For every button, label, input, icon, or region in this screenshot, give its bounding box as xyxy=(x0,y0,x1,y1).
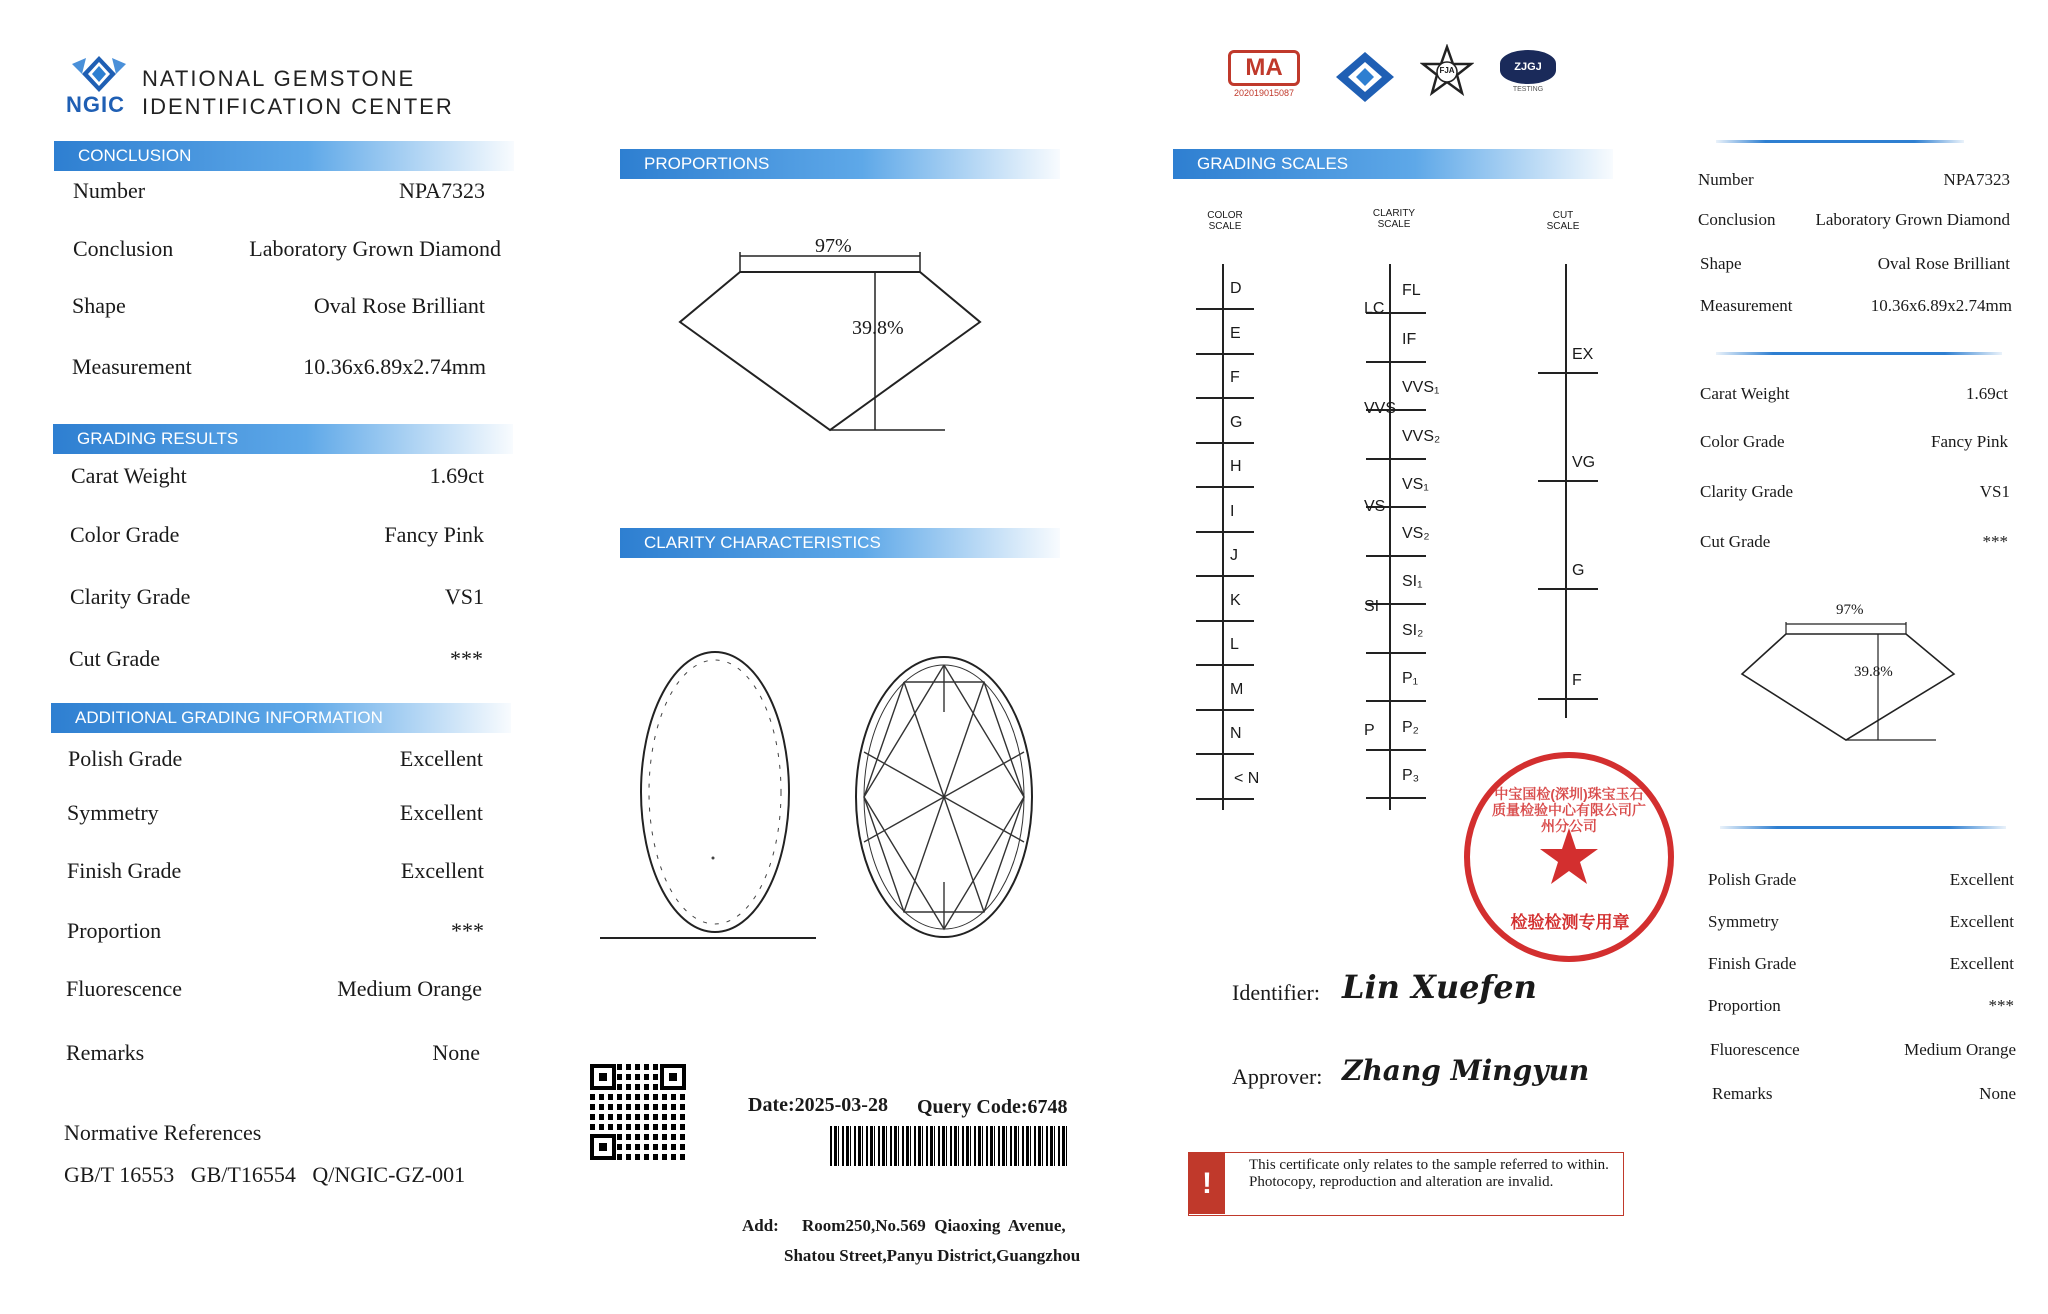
approver-signature: Zhang Mingyun xyxy=(1342,1054,1590,1087)
symmetry-row xyxy=(67,800,483,826)
normative-title: Normative References xyxy=(64,1120,262,1145)
color-scale-tick xyxy=(1196,664,1254,666)
identifier-signature: Lin Xuefen xyxy=(1342,968,1537,1006)
label: Cut Grade xyxy=(69,646,161,671)
color-scale-tick xyxy=(1196,753,1254,755)
value: Excellent xyxy=(399,800,483,825)
clarity-plot-facet-view xyxy=(852,652,1036,942)
line1: COLOR xyxy=(1207,210,1243,221)
clarity-scale-tick xyxy=(1366,652,1426,654)
value: 1.69ct xyxy=(429,463,484,488)
value: None xyxy=(432,1040,480,1065)
label: Symmetry xyxy=(67,800,159,825)
label: Proportion xyxy=(1708,996,1781,1015)
ma-logo xyxy=(1228,50,1300,98)
value: Fancy Pink xyxy=(1931,432,2008,451)
color-scale-label: J xyxy=(1230,547,1238,564)
cut-scale-label: EX xyxy=(1572,346,1594,363)
label: Proportion xyxy=(67,918,162,943)
finish-grade-row xyxy=(67,858,484,884)
clarity-scale-group: VVS xyxy=(1364,400,1397,417)
label: Fluorescence xyxy=(1710,1040,1800,1059)
qr-code xyxy=(590,1064,686,1160)
address-label: Add: xyxy=(742,1216,779,1235)
summary-proportions-diagram xyxy=(1736,610,1966,750)
color-scale-label: I xyxy=(1230,502,1235,520)
color-scale-axis xyxy=(1222,264,1224,810)
org-name-line2: IDENTIFICATION CENTER xyxy=(142,94,454,119)
conclusion-number-row xyxy=(73,178,485,204)
depth-percent: 39.8% xyxy=(852,317,904,339)
seal-star-icon xyxy=(1538,826,1600,886)
label: Remarks xyxy=(1712,1084,1773,1103)
color-scale-label: G xyxy=(1230,413,1243,431)
value: Excellent xyxy=(400,858,484,883)
value: *** xyxy=(1988,996,2014,1015)
value: Laboratory Grown Diamond xyxy=(249,236,501,261)
color-scale-tick xyxy=(1196,442,1254,444)
org-name-line1: NATIONAL GEMSTONE xyxy=(142,66,416,91)
cut-scale-tick xyxy=(1538,480,1598,482)
label: Symmetry xyxy=(1708,912,1779,931)
cut-scale-tick xyxy=(1538,698,1598,700)
color-scale-label: M xyxy=(1230,680,1244,698)
color-grade-row xyxy=(70,522,484,548)
color-scale-tick xyxy=(1196,353,1254,355)
color-scale-label: H xyxy=(1230,458,1242,475)
value: NPA7323 xyxy=(1943,170,2010,189)
clarity-scale-grade: VS₂ xyxy=(1402,524,1430,542)
cut-grade-row xyxy=(69,646,483,672)
summary-shape-row xyxy=(1700,254,2010,274)
color-scale-tick xyxy=(1196,308,1254,310)
color-scale-tick xyxy=(1196,709,1254,711)
warning-box xyxy=(1188,1152,1624,1216)
clarity-scale-grade: P₂ xyxy=(1402,718,1419,736)
value: 1.69ct xyxy=(1965,384,2008,403)
summary-fluorescence-row xyxy=(1710,1040,2016,1060)
remarks-row xyxy=(66,1040,480,1066)
value: NPA7323 xyxy=(399,178,485,203)
cut-scale-label: G xyxy=(1572,562,1585,579)
clarity-scale-grade: VS₁ xyxy=(1402,476,1429,493)
label: Finish Grade xyxy=(1708,954,1797,973)
label: Clarity Grade xyxy=(70,584,191,609)
summary-divider-bottom xyxy=(1720,826,2006,829)
summary-carat-row xyxy=(1700,384,2008,404)
label: Carat Weight xyxy=(1700,384,1790,403)
zjgj-text: ZJGJ xyxy=(1500,50,1556,84)
clarity-grade-row xyxy=(70,584,484,610)
clarity-scale-axis xyxy=(1389,264,1391,810)
label: Number xyxy=(1698,170,1754,189)
clarity-scale-tick xyxy=(1366,700,1426,702)
polish-grade-row xyxy=(68,746,483,772)
color-scale-label: F xyxy=(1230,369,1240,386)
zjgj-logo xyxy=(1500,50,1556,93)
line2: SCALE xyxy=(1208,221,1242,232)
color-scale-label: < N xyxy=(1234,769,1260,787)
color-scale-tick xyxy=(1196,486,1254,488)
seal-ring-text: 中宝国检(深圳)珠宝玉石质量检验中心有限公司广州分公司 xyxy=(1492,786,1646,834)
value: Excellent xyxy=(399,746,483,771)
value: Laboratory Grown Diamond xyxy=(1815,210,2010,229)
warning-text: This certificate only relates to the sample referred to within. Photocopy, reproduction and alteration are invalid. xyxy=(1249,1157,1609,1190)
official-seal xyxy=(1464,752,1674,962)
ngic-logo-text: NGIC xyxy=(66,92,125,117)
ma-logo-text: MA xyxy=(1228,50,1300,86)
line1: CLARITY xyxy=(1372,208,1416,219)
normative-refs: GB/T 16553 GB/T16554 Q/NGIC-GZ-001 xyxy=(64,1162,466,1187)
value: 10.36x6.89x2.74mm xyxy=(303,354,486,379)
color-scale-label: N xyxy=(1230,725,1242,742)
label: Fluorescence xyxy=(66,976,183,1001)
value: *** xyxy=(1982,532,2008,551)
value: Oval Rose Brilliant xyxy=(1877,254,2010,273)
zjgj-sub: TESTING xyxy=(1512,86,1544,93)
summary-remarks-row xyxy=(1712,1084,2016,1104)
clarity-scale-grade: VVS₂ xyxy=(1402,427,1441,445)
line2: SCALE xyxy=(1546,221,1580,232)
color-scale-title xyxy=(1200,210,1250,232)
clarity-scale-tick xyxy=(1366,749,1426,751)
clarity-scale-grade: IF xyxy=(1402,330,1417,348)
warning-icon: ! xyxy=(1189,1153,1225,1214)
summary-number-row xyxy=(1698,170,2010,190)
additional-info-header: ADDITIONAL GRADING INFORMATION xyxy=(51,703,511,733)
conclusion-shape-row xyxy=(72,293,485,319)
cut-scale-label: F xyxy=(1572,672,1582,689)
table-percent: 97% xyxy=(815,235,852,257)
query-code: Query Code:6748 xyxy=(917,1096,1068,1118)
summary-polish-row xyxy=(1708,870,2014,890)
address-line1: Room250,No.569 Qiaoxing Avenue, xyxy=(802,1216,1066,1235)
approver-label: Approver: xyxy=(1232,1064,1323,1089)
label: Polish Grade xyxy=(68,746,183,771)
label: Clarity Grade xyxy=(1700,482,1793,501)
conclusion-header: CONCLUSION xyxy=(54,141,514,171)
color-scale-tick xyxy=(1196,620,1254,622)
grading-results-header: GRADING RESULTS xyxy=(53,424,513,454)
proportions-header: PROPORTIONS xyxy=(620,149,1060,179)
fja-text: FJA xyxy=(1439,66,1455,75)
value: Fancy Pink xyxy=(384,522,484,547)
line2: SCALE xyxy=(1377,219,1411,230)
value: None xyxy=(1979,1084,2016,1103)
clarity-scale-grade: VVS₁ xyxy=(1402,379,1440,396)
conclusion-measurement-row xyxy=(72,354,486,380)
cut-scale-title xyxy=(1538,210,1588,232)
value: Excellent xyxy=(1949,870,2014,889)
label: Color Grade xyxy=(70,522,180,547)
summary-clarity-row xyxy=(1700,482,2010,502)
grading-scales-header: GRADING SCALES xyxy=(1173,149,1613,179)
clarity-scale-group: LC xyxy=(1364,300,1385,317)
cut-scale-label: VG xyxy=(1572,454,1596,471)
clarity-scale-grade: P₁ xyxy=(1402,670,1419,687)
seal-bottom-text: 检验检测专用章 xyxy=(1510,913,1630,932)
color-scale-tick xyxy=(1196,798,1254,800)
value: VS1 xyxy=(444,584,484,609)
value: *** xyxy=(450,646,483,671)
value: Oval Rose Brilliant xyxy=(313,293,485,318)
value: Excellent xyxy=(1949,912,2014,931)
summary-finish-row xyxy=(1708,954,2014,974)
color-scale-label: D xyxy=(1230,280,1242,297)
label: Color Grade xyxy=(1700,432,1785,451)
proportion-row xyxy=(67,918,484,944)
clarity-scale-grade: FL xyxy=(1402,282,1421,299)
clarity-scale-tick xyxy=(1366,361,1426,363)
barcode xyxy=(830,1126,1070,1166)
conclusion-conclusion-row xyxy=(73,236,501,262)
proportions-diagram xyxy=(660,230,1000,440)
value: Medium Orange xyxy=(337,976,482,1001)
label: Polish Grade xyxy=(1708,870,1797,889)
label: Measurement xyxy=(72,354,192,379)
clarity-plot-top-view xyxy=(598,648,828,944)
summary-measurement-row xyxy=(1700,296,2012,316)
clarity-scale-grade: SI₁ xyxy=(1402,573,1423,590)
color-scale-label: K xyxy=(1230,591,1241,609)
clarity-scale-title xyxy=(1364,208,1424,230)
ngic-logo xyxy=(66,54,132,116)
summary-table-percent: 97% xyxy=(1836,602,1864,618)
cut-scale-axis xyxy=(1565,264,1567,718)
summary-divider-mid xyxy=(1716,352,2002,355)
ngic-diamond-icon xyxy=(66,54,132,96)
fja-logo xyxy=(1420,44,1474,98)
label: Finish Grade xyxy=(67,858,182,883)
summary-color-row xyxy=(1700,432,2008,452)
line1: CUT xyxy=(1552,210,1574,221)
color-scale-label: L xyxy=(1230,636,1239,653)
cut-scale-tick xyxy=(1538,588,1598,590)
value: 10.36x6.89x2.74mm xyxy=(1870,296,2012,315)
label: Conclusion xyxy=(1698,210,1776,229)
value: VS1 xyxy=(1979,482,2010,501)
clarity-scale-tick xyxy=(1366,458,1426,460)
label: Shape xyxy=(72,293,126,318)
fluorescence-row xyxy=(66,976,482,1002)
summary-proportion-row xyxy=(1708,996,2014,1016)
label: Cut Grade xyxy=(1700,532,1771,551)
clarity-characteristics-header: CLARITY CHARACTERISTICS xyxy=(620,528,1060,558)
clarity-scale-tick xyxy=(1366,797,1426,799)
label: Remarks xyxy=(66,1040,145,1065)
clarity-scale-grade: P₃ xyxy=(1402,767,1420,784)
color-scale-tick xyxy=(1196,575,1254,577)
summary-cut-row xyxy=(1700,532,2008,552)
summary-symmetry-row xyxy=(1708,912,2014,932)
label: Number xyxy=(73,178,146,203)
ngic-badge-icon xyxy=(1334,50,1396,104)
cut-scale-tick xyxy=(1538,372,1598,374)
clarity-scale-group: VS xyxy=(1364,498,1386,515)
summary-divider-top xyxy=(1716,140,1964,143)
clarity-scale-grade: SI₂ xyxy=(1402,621,1424,639)
value: *** xyxy=(451,918,484,943)
label: Shape xyxy=(1700,254,1742,273)
summary-depth-percent: 39.8% xyxy=(1854,664,1893,680)
label: Conclusion xyxy=(73,236,174,261)
identifier-label: Identifier: xyxy=(1232,980,1320,1005)
clarity-scale-group: P xyxy=(1364,722,1375,739)
color-scale-tick xyxy=(1196,397,1254,399)
carat-weight-row xyxy=(71,463,484,489)
value: Excellent xyxy=(1949,954,2014,973)
label: Measurement xyxy=(1700,296,1793,315)
clarity-scale-tick xyxy=(1366,555,1426,557)
value: Medium Orange xyxy=(1904,1040,2016,1059)
color-scale-label: E xyxy=(1230,324,1241,342)
color-scale-tick xyxy=(1196,531,1254,533)
address-line2: Shatou Street,Panyu District,Guangzhou xyxy=(784,1246,1081,1265)
ma-number: 202019015087 xyxy=(1233,88,1295,98)
label: Carat Weight xyxy=(71,463,187,488)
clarity-scale-group: SI xyxy=(1364,598,1380,615)
summary-conclusion-row xyxy=(1698,210,2010,230)
issue-date: Date:2025-03-28 xyxy=(748,1094,888,1116)
